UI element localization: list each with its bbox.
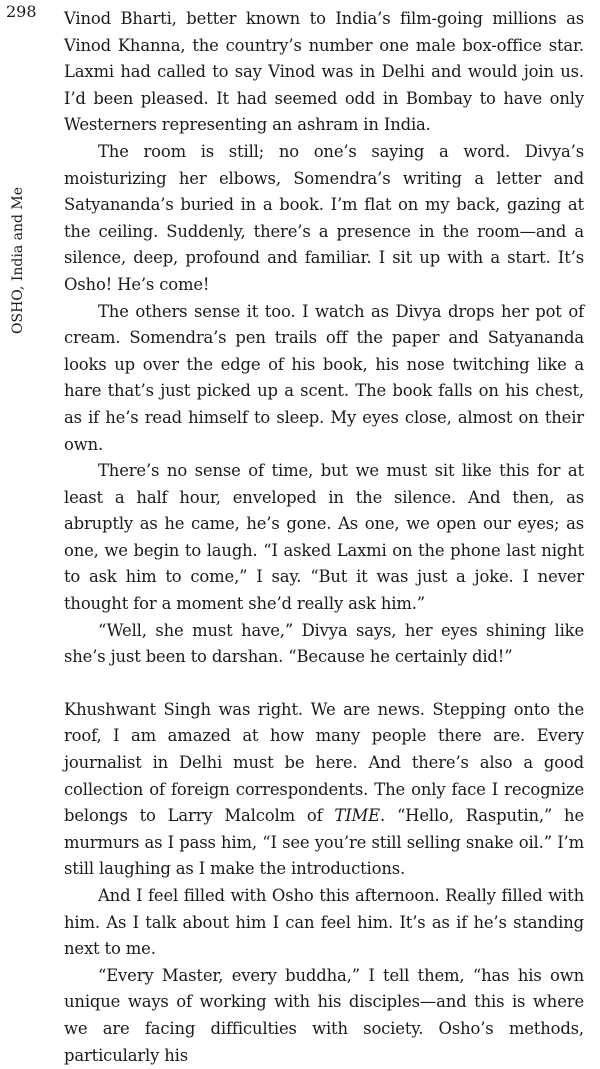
paragraph: The others sense it too. I watch as Divya drops her pot of cream. Somendra’s pen trails off the paper and Satyananda looks up over the edge of his book, his nose twitching like a hare that’s just picked up a scent. The book falls on his chest, as if he’s read himself to sleep. My eyes close, almost on their own. [64,301,584,454]
paragraph-text: Khushwant Singh was right. We are news. Stepping onto the roof, I am amazed at how many people there are. Every journalist in Delhi must be here. And there’s also a good collection of foreign correspondents. The only face I recognize belongs to Larry Malcolm of [64,699,584,826]
page-number: 298 [6,2,37,21]
body-text [64,6,584,1069]
paragraph: “Well, she must have,” Divya says, her eyes shining like she’s just been to darshan. “Because he certainly did!” [64,620,584,667]
magazine-title: TIME [334,806,380,826]
section-start-paragraph [64,697,584,883]
paragraph: There’s no sense of time, but we must sit like this for at least a half hour, enveloped in the silence. And then, as abruptly as he came, he’s gone. As one, we open our eyes; as one, we begin to laugh. “I asked Laxmi on the phone last night to ask him to come,” I say. “But it was just a joke. I never thought for a moment she’d really ask him.” [64,461,584,614]
paragraph: And I feel filled with Osho this afternoon. Really filled with him. As I talk about him I can feel him. It’s as if he’s standing next to me. [64,886,584,959]
running-head [6,184,30,334]
paragraph-text-continued: . “Hello, Rasputin,” he murmurs as I pass him, “I see you’re still selling snake oil.” I’m still laughing as I make the introductions. [64,806,585,879]
paragraph: The room is still; no one’s saying a word. Divya’s moisturizing her elbows, Somendra’s writing a letter and Satyananda’s buried in a book. I’m flat on my back, gazing at the ceiling. Suddenly, there’s a presence in the room—and a silence, deep, profound and familiar. I sit up with a start. It’s Osho! He’s come! [64,141,584,294]
paragraph: “Every Master, every buddha,” I tell them, “has his own unique ways of working with his disciples—and this is where we are facing difficulties with society. Osho’s methods, particularly his [64,965,584,1065]
paragraph: Vinod Bharti, better known to India’s film-going millions as Vinod Khanna, the country’s number one male box-office star. Laxmi had called to say Vinod was in Delhi and would join us. I’d been pleased. It had seemed odd in Bombay to have only Westerners representing an ashram in India. [64,9,584,135]
running-head-text: OSHO, India and Me [10,186,26,334]
